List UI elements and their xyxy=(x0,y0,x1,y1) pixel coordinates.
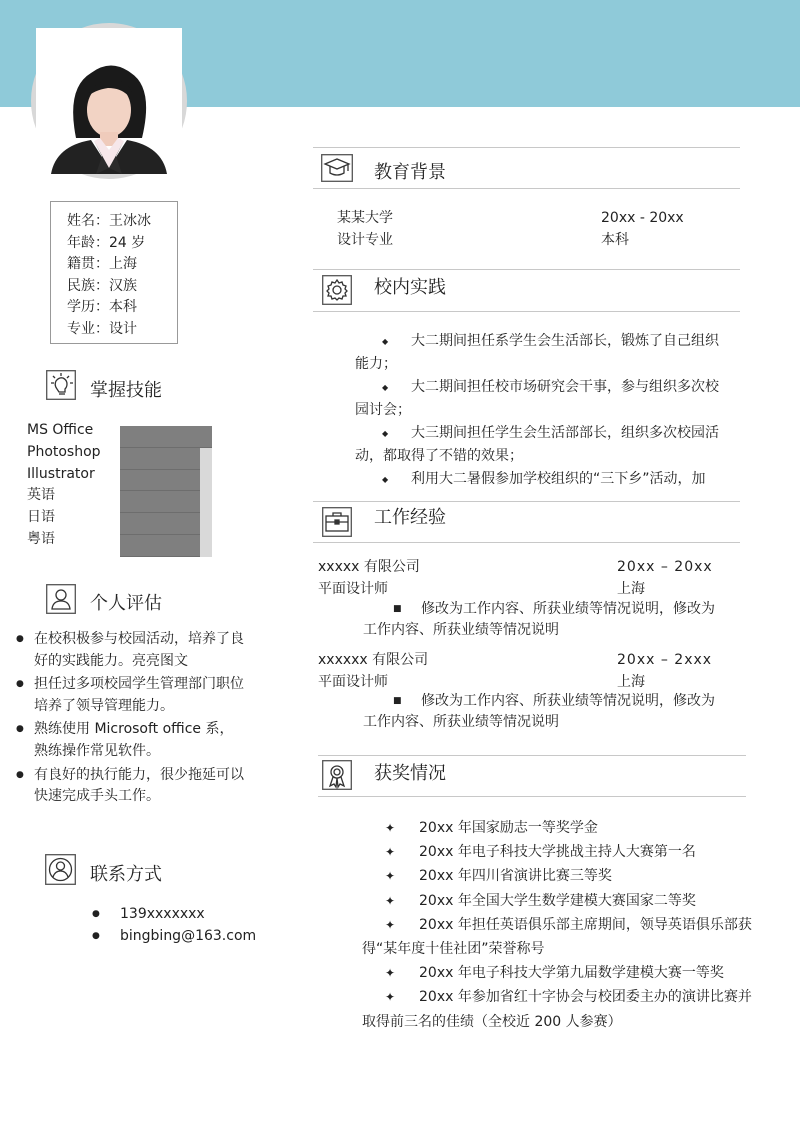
divider xyxy=(313,542,740,543)
skills-title: 掌握技能 xyxy=(90,380,162,401)
practice-list xyxy=(355,330,730,487)
list-item: ✦ 20xx 年担任英语俱乐部主席期间，领导英语俱乐部获得“某年度十佳社团”荣誉称号 xyxy=(362,913,752,961)
divider xyxy=(313,311,740,312)
job-description: ■ 修改为工作内容、所获业绩等情况说明，修改为工作内容、所获业绩等情况说明 xyxy=(363,693,715,730)
square-bullet-icon: ■ xyxy=(393,696,402,706)
skill-name: Photoshop xyxy=(27,443,101,460)
portrait-image xyxy=(36,28,182,174)
lightbulb-icon xyxy=(46,370,76,400)
skill-level-bar xyxy=(120,448,200,470)
divider xyxy=(318,796,746,797)
skill-name: 英语 xyxy=(27,487,55,504)
list-item: ✦ 20xx 年四川省演讲比赛三等奖 xyxy=(362,864,752,888)
awards-title: 获奖情况 xyxy=(374,763,446,784)
work-title: 工作经验 xyxy=(374,507,446,528)
contact-list xyxy=(92,903,256,947)
education-title: 教育背景 xyxy=(374,162,446,183)
contact-email: ● bingbing@163.com xyxy=(92,925,256,947)
list-item: ◆ 利用大二暑假参加学校组织的“三下乡”活动，加 xyxy=(355,468,730,491)
list-item: ✦ 20xx 年电子科技大学挑战主持人大赛第一名 xyxy=(362,840,752,864)
divider xyxy=(318,755,746,756)
skill-level-bar xyxy=(120,426,212,448)
divider xyxy=(313,501,740,502)
job-role: 平面设计师 xyxy=(318,674,388,690)
skill-name: MS Office xyxy=(27,422,94,438)
contact-person-icon xyxy=(45,854,75,884)
job-city: 上海 xyxy=(617,581,645,597)
divider xyxy=(313,147,740,148)
profile-ethnicity: 民族：汉族 xyxy=(67,277,137,294)
education-degree: 本科 xyxy=(601,232,629,248)
evaluation-title: 个人评估 xyxy=(90,593,162,614)
profile-info-box xyxy=(50,201,178,344)
list-item: ● 有良好的执行能力，很少拖延可以快速完成手头工作。 xyxy=(16,765,246,808)
list-item: ◆ 大三期间担任学生会生活部部长，组织多次校园活动，都取得了不错的效果； xyxy=(355,422,730,468)
award-medal-icon xyxy=(322,760,352,790)
profile-name: 姓名：王冰冰 xyxy=(67,213,151,229)
skill-name: 日语 xyxy=(27,509,55,526)
job-city: 上海 xyxy=(617,674,645,690)
job-company: xxxxxx 有限公司 xyxy=(318,652,429,668)
job-period: 20xx – 2xxx xyxy=(617,652,713,668)
divider xyxy=(313,269,740,270)
profile-native-place: 籍贯：上海 xyxy=(67,256,137,272)
square-bullet-icon: ■ xyxy=(393,604,402,614)
skill-level-bar xyxy=(120,491,200,513)
list-item: ✦ 20xx 年电子科技大学第九届数学建模大赛一等奖 xyxy=(362,961,752,985)
skill-name: Illustrator xyxy=(27,465,95,482)
graduation-cap-icon xyxy=(321,154,351,184)
gear-icon xyxy=(322,275,352,305)
job-role: 平面设计师 xyxy=(318,581,388,597)
job-company: xxxxx 有限公司 xyxy=(318,559,420,575)
contact-phone: ● 139xxxxxxx xyxy=(92,903,256,925)
person-icon xyxy=(46,584,76,614)
skill-level-bars xyxy=(120,426,212,557)
list-item: ✦ 20xx 年参加省红十字协会与校团委主办的演讲比赛并取得前三名的佳绩（全校近 200 人参赛） xyxy=(362,985,752,1033)
skills-list xyxy=(27,420,101,551)
skill-level-bar xyxy=(120,470,200,492)
skill-level-bar xyxy=(120,535,200,557)
list-item: ✦ 20xx 年国家励志一等奖学金 xyxy=(362,816,752,840)
skill-level-bar xyxy=(120,513,200,535)
list-item: ◆ 大二期间担任系学生会生活部长，锻炼了自己组织能力； xyxy=(355,330,730,376)
briefcase-icon xyxy=(322,507,352,537)
contact-title: 联系方式 xyxy=(90,864,162,885)
divider xyxy=(313,188,740,189)
list-item: ✦ 20xx 年全国大学生数学建模大赛国家二等奖 xyxy=(362,889,752,913)
job-period: 20xx – 20xx xyxy=(617,559,713,575)
list-item: ● 在校积极参与校园活动，培养了良好的实践能力。亮亮图文 xyxy=(16,629,246,672)
profile-major: 专业：设计 xyxy=(67,320,137,337)
list-item: ● 担任过多项校园学生管理部门职位培养了领导管理能力。 xyxy=(16,674,246,717)
list-item: ◆ 大二期间担任校市场研究会干事，参与组织多次校园讨会； xyxy=(355,376,730,422)
profile-age: 年龄：24 岁 xyxy=(67,234,146,251)
awards-list xyxy=(362,816,752,1034)
profile-photo xyxy=(31,23,187,179)
job-description: ■ 修改为工作内容、所获业绩等情况说明，修改为工作内容、所获业绩等情况说明 xyxy=(363,601,715,638)
education-school: 某某大学 xyxy=(337,210,393,226)
practice-title: 校内实践 xyxy=(374,277,446,298)
education-years: 20xx - 20xx xyxy=(601,210,684,226)
evaluation-list xyxy=(16,629,246,810)
skill-name: 粤语 xyxy=(27,530,55,547)
education-major: 设计专业 xyxy=(337,232,393,248)
profile-degree: 学历：本科 xyxy=(67,299,137,315)
list-item: ● 熟练使用 Microsoft office 系，熟练操作常见软件。 xyxy=(16,719,246,762)
